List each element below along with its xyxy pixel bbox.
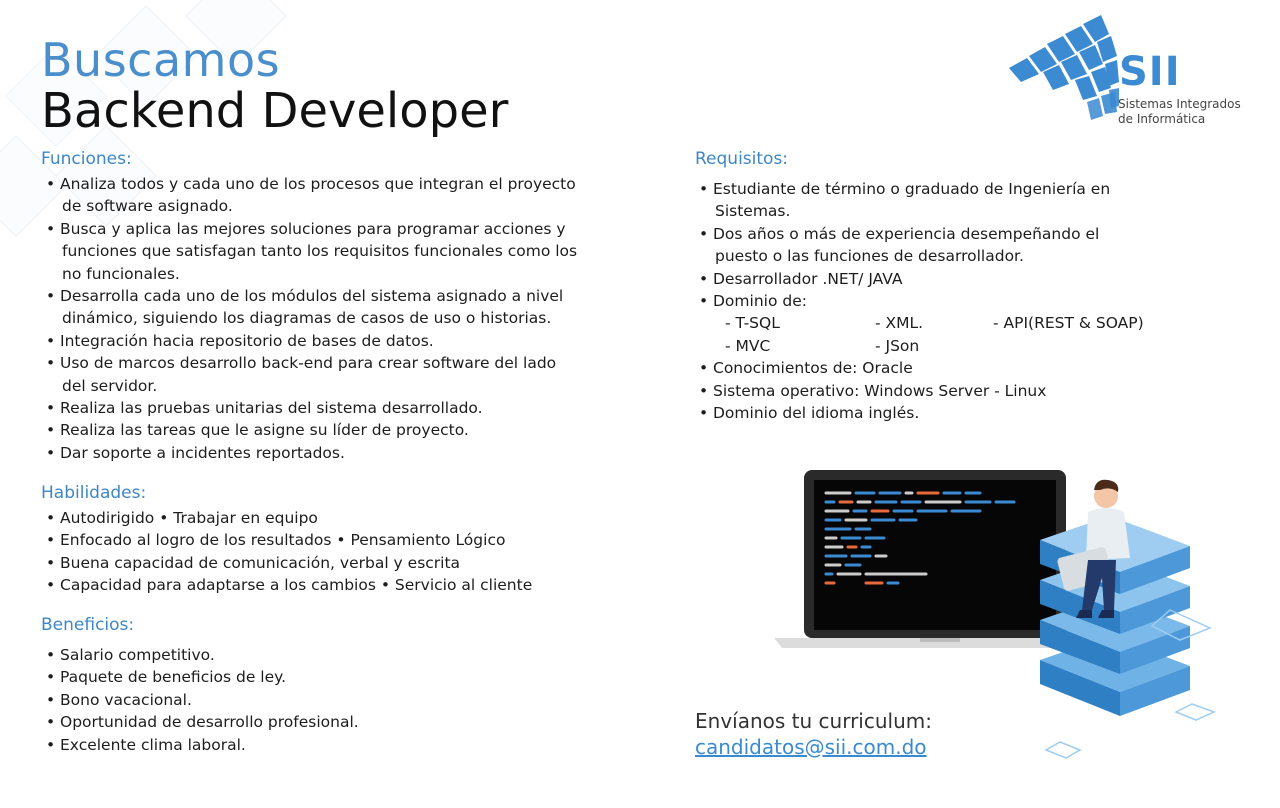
list-item: • Dominio del idioma inglés.	[695, 402, 1193, 424]
list-item: • Salario competitivo.	[42, 644, 359, 666]
habilidades-list	[42, 507, 532, 597]
logo-subtitle-line1: Sistemas Integrados	[1118, 97, 1241, 111]
cta-label: Envíanos tu curriculum:	[695, 709, 932, 733]
funciones-list	[42, 173, 577, 464]
funciones-heading: Funciones:	[41, 149, 132, 169]
list-item: • Dos años o más de experiencia desempeñando el puesto o las funciones de desarrollador.	[695, 223, 1193, 268]
dominio-item: - T-SQL	[725, 314, 780, 333]
list-item: • Dar soporte a incidentes reportados.	[42, 442, 577, 464]
list-item: • Analiza todos y cada uno de los procesos que integran el proyecto de software asignado.	[42, 173, 577, 218]
beneficios-heading: Beneficios:	[41, 615, 135, 635]
email-link[interactable]: candidatos@sii.com.do	[695, 735, 927, 759]
list-item: • Bono vacacional.	[42, 689, 359, 711]
heading-job-title: Backend Developer	[41, 83, 509, 139]
dominio-item	[993, 335, 1193, 357]
list-item: • Sistema operativo: Windows Server - Linux	[695, 380, 1193, 402]
dominio-item: - XML.	[875, 314, 924, 333]
logo-grid-icon	[1005, 10, 1125, 132]
list-item: • Desarrollador .NET/ JAVA	[695, 268, 1193, 290]
list-item: • Estudiante de término o graduado de Ingeniería en Sistemas.	[695, 178, 1193, 223]
requisitos-list	[695, 178, 1193, 424]
logo-subtitle-line2: de Informática	[1118, 112, 1206, 126]
list-item: • Desarrolla cada uno de los módulos del sistema asignado a nivel dinámico, siguiendo los diagramas de casos de uso o historias.	[42, 285, 577, 330]
list-item: • Integración hacia repositorio de bases de datos.	[42, 330, 577, 352]
heading-buscamos: Buscamos	[41, 33, 281, 87]
list-item: • Autodirigido • Trabajar en equipo	[42, 507, 532, 529]
dominio-item: - API(REST & SOAP)	[993, 314, 1144, 333]
logo-subtitle	[1118, 97, 1248, 127]
list-item: • Paquete de beneficios de ley.	[42, 666, 359, 688]
list-item: • Realiza las tareas que le asigne su líder de proyecto.	[42, 419, 577, 441]
list-item: • Conocimientos de: Oracle	[695, 357, 1193, 379]
dominio-item: - JSon	[875, 336, 920, 355]
beneficios-list	[42, 644, 359, 756]
list-item: • Uso de marcos desarrollo back-end para crear software del lado del servidor.	[42, 352, 577, 397]
list-item: • Realiza las pruebas unitarias del sistema desarrollado.	[42, 397, 577, 419]
list-item: • Busca y aplica las mejores soluciones para programar acciones y funciones que satisfagan tanto los requisitos funcionales como los no funcionales.	[42, 218, 577, 285]
list-item: • Dominio de: - T-SQL - XML. - API(REST & SOAP) - MVC - JSon	[695, 290, 1193, 357]
list-item: • Enfocado al logro de los resultados • Pensamiento Lógico	[42, 529, 532, 551]
list-item: • Buena capacidad de comunicación, verbal y escrita	[42, 552, 532, 574]
dominio-item: - MVC	[725, 336, 771, 355]
logo-wordmark: SII	[1119, 49, 1181, 95]
requisitos-heading: Requisitos:	[695, 149, 789, 169]
dominio-grid	[713, 312, 1193, 357]
list-item: • Excelente clima laboral.	[42, 734, 359, 756]
sii-logo	[1005, 10, 1245, 132]
habilidades-heading: Habilidades:	[41, 483, 147, 503]
list-item: • Oportunidad de desarrollo profesional.	[42, 711, 359, 733]
list-item: • Capacidad para adaptarse a los cambios • Servicio al cliente	[42, 574, 532, 596]
